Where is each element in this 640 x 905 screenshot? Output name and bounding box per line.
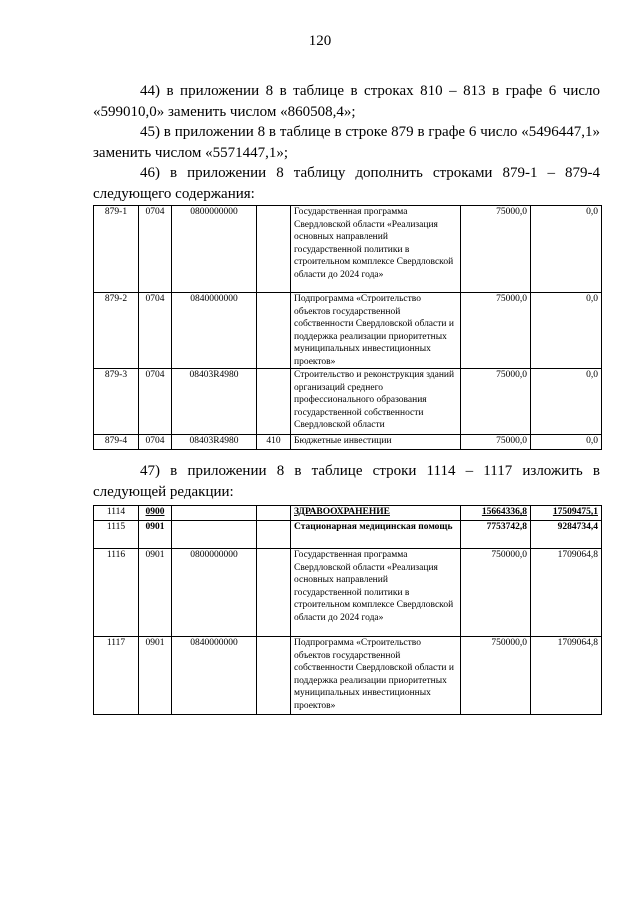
table-row: 1114 0900 ЗДРАВООХРАНЕНИЕ 15664336,8 17509475,1 bbox=[94, 506, 602, 521]
table-row: 1115 0901 Стационарная медицинская помощь 7753742,8 9284734,4 bbox=[94, 521, 602, 549]
table-rows-1114-1117 bbox=[93, 505, 602, 715]
table-row: 1116 0901 0800000000 Государственная программа Свердловской области «Реализация основных направлений государственной политики в строительном комплексе Свердловской области до 2024 года» 750000,0 1709064,8 bbox=[94, 549, 602, 637]
table-row: 879-1 0704 0800000000 Государственная программа Свердловской области «Реализация основных направлений государственной политики в строительном комплексе Свердловской области до 2024 года» 75000,0 0,0 bbox=[94, 206, 602, 293]
page-number: 120 bbox=[308, 33, 332, 49]
paragraph-47: 47) в приложении 8 в таблице строки 1114 – 1117 изложить в следующей редакции: bbox=[93, 463, 600, 500]
paragraph-46: 46) в приложении 8 таблицу дополнить строками 879-1 – 879-4 следующего содержания: bbox=[93, 165, 600, 202]
table-row: 879-3 0704 08403R4980 Строительство и реконструкция зданий организаций среднего профессионального образования государственной собственности Свердловской области 75000,0 0,0 bbox=[94, 369, 602, 435]
table-row: 1117 0901 0840000000 Подпрограмма «Строительство объектов государственной собственности Свердловской области и поддержка реализации приоритетных муниципальных инвестиционных проектов» 750000,0 1709064,8 bbox=[94, 637, 602, 715]
paragraph-44: 44) в приложении 8 в таблице в строках 810 – 813 в графе 6 число «599010,0» заменить числом «860508,4»; bbox=[93, 83, 600, 120]
table-rows-879 bbox=[93, 205, 602, 450]
table-row: 879-2 0704 0840000000 Подпрограмма «Строительство объектов государственной собственности Свердловской области и поддержка реализации приоритетных муниципальных инвестиционных проектов» 75000,0 0,0 bbox=[94, 293, 602, 369]
paragraph-45: 45) в приложении 8 в таблице в строке 879 в графе 6 число «5496447,1» заменить числом «5571447,1»; bbox=[93, 124, 600, 161]
table-row: 879-4 0704 08403R4980 410 Бюджетные инвестиции 75000,0 0,0 bbox=[94, 435, 602, 450]
